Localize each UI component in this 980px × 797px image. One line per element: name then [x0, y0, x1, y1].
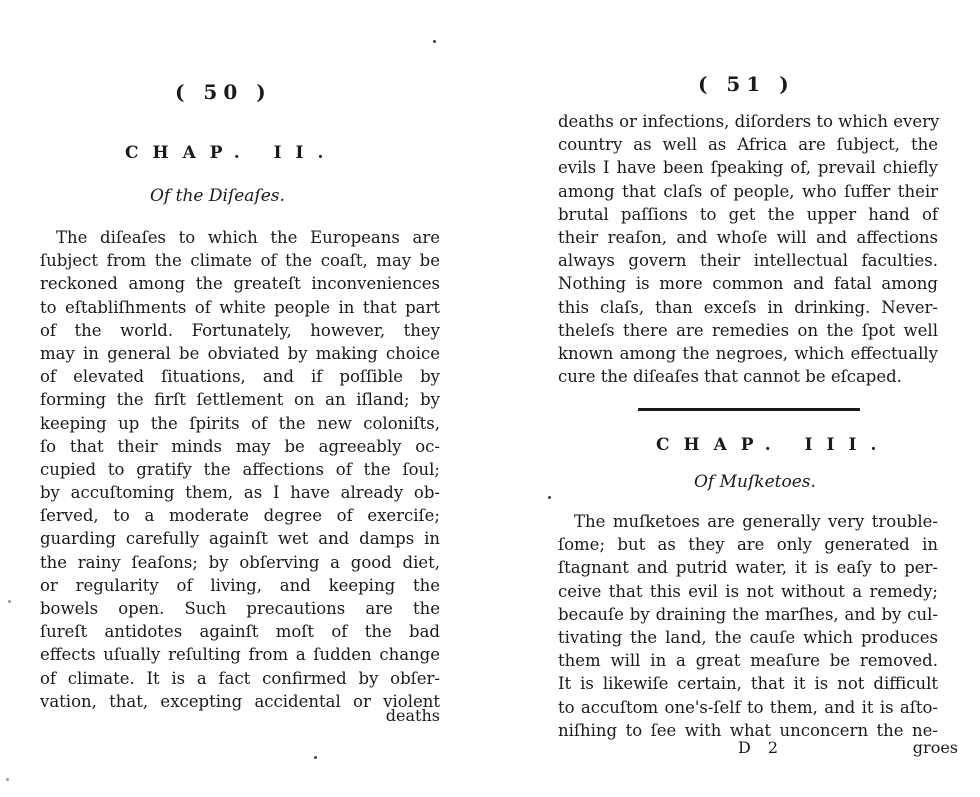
text-line: forming the firſt ſettlement on an iſland; by: [40, 390, 440, 410]
text-line: cupied to gratify the affections of the ſoul;: [40, 459, 440, 479]
text-line: theleſs there are remedies on the ſpot well: [558, 320, 938, 340]
text-line: this claſs, than exceſs in drinking. Never-: [558, 297, 938, 317]
text-line: them will in a great meaſure be removed.: [558, 651, 938, 671]
right-page: [548, 0, 958, 797]
body-text-bottom: [558, 510, 938, 742]
text-line: reckoned among the greateſt inconveniences: [40, 274, 440, 294]
text-line: may in general be obviated by making choice: [40, 343, 440, 363]
text-line: ſubject from the climate of the coaſt, may be: [40, 251, 440, 271]
text-line: ſo that their minds may be agreeably oc-: [40, 436, 440, 456]
catchword: groes: [912, 738, 958, 757]
ink-speck: [433, 40, 436, 43]
text-line: ſerved, to a moderate degree of exerciſe;: [40, 506, 440, 526]
text-line: ſureſt antidotes againſt moſt of the bad: [40, 622, 440, 642]
chapter-heading: CHAP. II.: [125, 143, 338, 163]
text-line: ſome; but as they are only generated in: [558, 535, 938, 555]
text-line: by accuſtoming them, as I have already ob-: [40, 483, 440, 503]
ink-speck: [548, 496, 551, 499]
text-line: country as well as Africa are ſubject, the: [558, 135, 938, 155]
text-line: tivating the land, the cauſe which produces: [558, 627, 938, 647]
text-line: of climate. It is a fact confirmed by obſer-: [40, 668, 440, 688]
text-line: of the world. Fortunately, however, they: [40, 320, 440, 340]
text-line: guarding carefully againſt wet and damps in: [40, 529, 440, 549]
page-number: ( 50 ): [175, 80, 272, 104]
text-line: niſhing to ſee with what unconcern the ne-: [558, 720, 938, 740]
text-line: the rainy ſeaſons; by obſerving a good diet,: [40, 552, 440, 572]
text-line: to eſtabliſhments of white people in that part: [40, 297, 440, 317]
chapter-title: Of Muſketoes.: [694, 472, 816, 492]
text-line: brutal paſſions to get the upper hand of: [558, 204, 938, 224]
signature-mark: D 2: [738, 738, 785, 757]
text-line: evils I have been ſpeaking of, prevail chiefly: [558, 158, 938, 178]
text-line: ſtagnant and putrid water, it is eaſy to per-: [558, 558, 938, 578]
text-line: It is likewiſe certain, that it is not difficult: [558, 674, 938, 694]
text-line: cure the diſeaſes that cannot be eſcaped.: [558, 367, 902, 387]
text-line: to accuſtom one's-ſelf to them, and it is aſto-: [558, 697, 938, 717]
text-line: always govern their intellectual faculties.: [558, 251, 938, 271]
text-line: vation, that, excepting accidental or violent: [40, 691, 440, 711]
section-rule: [638, 408, 860, 411]
text-line: bowels open. Such precautions are the: [40, 599, 440, 618]
chapter-title: Of the Diſeaſes.: [150, 186, 285, 206]
ink-speck: [8, 600, 11, 603]
ink-speck: [6, 778, 9, 781]
body-text: [40, 226, 440, 713]
text-line: among that claſs of people, who ſuffer their: [558, 181, 938, 201]
text-line: effects uſually reſulting from a ſudden change: [40, 645, 440, 665]
page-number: ( 51 ): [698, 72, 795, 96]
catchword: deaths: [385, 706, 440, 725]
text-line: The muſketoes are generally very trouble-: [574, 512, 938, 531]
text-line: of elevated ſituations, and if poſſible by: [40, 367, 440, 387]
text-line: ceive that this evil is not without a remedy;: [558, 581, 938, 601]
text-line: known among the negroes, which effectually: [558, 343, 938, 363]
text-line: becauſe by draining the marſhes, and by cul-: [558, 604, 938, 624]
text-line: deaths or infections, diſorders to which every: [558, 112, 940, 131]
text-line: keeping up the ſpirits of the new coloniſts,: [40, 413, 440, 433]
body-text-top: [558, 110, 938, 388]
chapter-heading: CHAP. III.: [656, 435, 891, 455]
text-line: The diſeaſes to which the Europeans are: [56, 228, 440, 247]
text-line: or regularity of living, and keeping the: [40, 575, 440, 595]
text-line: Nothing is more common and fatal among: [558, 274, 938, 294]
left-page: [30, 0, 450, 797]
ink-speck: [314, 756, 317, 759]
text-line: their reaſon, and whoſe will and affections: [558, 227, 938, 247]
